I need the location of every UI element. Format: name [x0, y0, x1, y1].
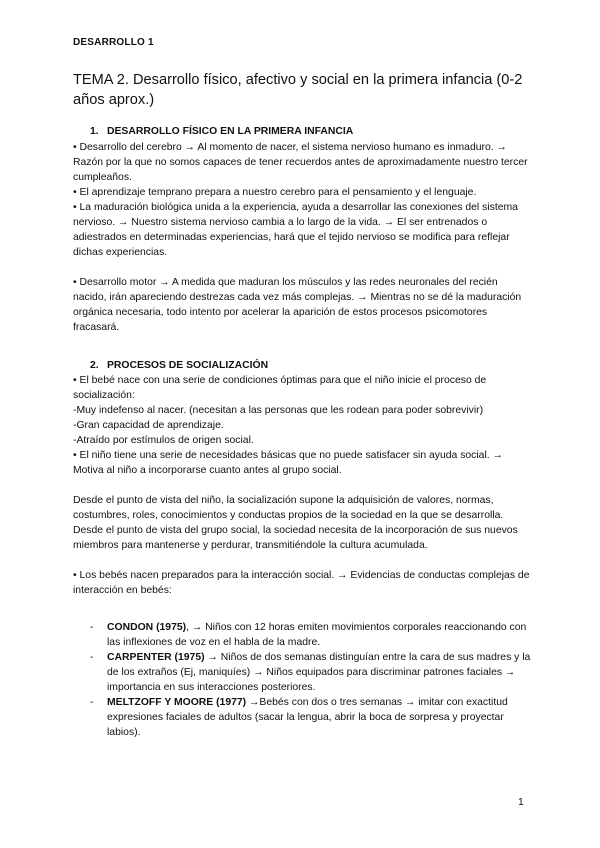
- list-dash: -: [90, 652, 94, 663]
- study-author: CONDON (1975): [107, 622, 187, 633]
- list-dash: -: [90, 697, 94, 708]
- paragraph: Desde el punto de vista del grupo social, la sociedad necesita de la incorporación de sus nuevos miembros para mantenerse y perdurar, transmitiéndole la cultura acumulada.: [73, 525, 518, 551]
- study-text: , → Niños con 12 horas emiten movimientos corporales reaccionando con las inflexiones de voz en el habla de la madre.: [107, 622, 527, 648]
- studies-list: [73, 620, 533, 740]
- paragraph: • Desarrollo motor → A medida que maduran los músculos y las redes neuronales del recién nacido, irán apareciendo destrezas cada vez más complejas. → Mientras no se dé la maduración orgánica necesaria, todo intento por acelerar la aparición de estos procesos psicomotores fracasará.: [73, 277, 522, 333]
- paragraph: Desde el punto de vista del niño, la socialización supone la adquisición de valores, normas, costumbres, roles, conocimientos y conductas propios de la sociedad en la que se desarrolla.: [73, 495, 504, 521]
- running-header: DESARROLLO 1: [73, 37, 154, 48]
- list-item: [73, 650, 533, 695]
- section-1-number: 1.: [90, 126, 99, 137]
- list-dash: -: [90, 622, 94, 633]
- section-2-title: PROCESOS DE SOCIALIZACIÓN: [107, 360, 269, 371]
- section-1-body: [73, 140, 533, 335]
- list-item: [73, 620, 533, 650]
- document-title: TEMA 2. Desarrollo físico, afectivo y social en la primera infancia (0-2 años aprox.): [73, 72, 523, 108]
- paragraph: • Los bebés nacen preparados para la interacción social. → Evidencias de conductas complejas de interacción en bebés:: [73, 570, 530, 596]
- paragraph: • Desarrollo del cerebro → Al momento de nacer, el sistema nervioso humano es inmaduro. → Razón por la que no somos capaces de tener recuerdos antes de aproximadamente nuestro tercer cumpleaños.: [73, 142, 528, 183]
- list-line: -Muy indefenso al nacer. (necesitan a las personas que les rodean para poder sobrevivir): [73, 405, 484, 416]
- paragraph: • La maduración biológica unida a la experiencia, ayuda a desarrollar las conexiones del sistema nervioso. → Nuestro sistema nervioso cambia a lo largo de la vida. → El ser entrenados o adiestrados en determinadas experiencias, hará que el tejido nervioso se modifica para reflejar dichas experiencias.: [73, 202, 518, 258]
- list-item: [73, 695, 533, 740]
- study-text: → Niños de dos semanas distinguían entre la cara de sus madres y la de los extraños (Ej, maniquíes) → Niños equipados para discriminar patrones faciales → importancia en sus interacciones posteriores.: [107, 652, 531, 693]
- paragraph: • El aprendizaje temprano prepara a nuestro cerebro para el pensamiento y el lenguaje.: [73, 187, 477, 198]
- section-1-title: DESARROLLO FÍSICO EN LA PRIMERA INFANCIA: [107, 126, 354, 137]
- paragraph: • El niño tiene una serie de necesidades básicas que no puede satisfacer sin ayuda social. → Motiva al niño a incorporarse cuanto antes al grupo social.: [73, 450, 503, 476]
- study-author: MELTZOFF Y MOORE (1977): [107, 697, 247, 708]
- section-2-body: [73, 373, 533, 598]
- section-2-number: 2.: [90, 360, 99, 371]
- section-2-heading: [90, 360, 268, 371]
- section-1-heading: [90, 126, 353, 137]
- study-author: CARPENTER (1975): [107, 652, 205, 663]
- study-text: →Bebés con dos o tres semanas → imitar con exactitud expresiones faciales de adultos (sacar la lengua, abrir la boca de sorpresa y proyectar labios).: [107, 697, 508, 738]
- list-line: -Atraído por estímulos de origen social.: [73, 435, 254, 446]
- page-number: 1: [518, 797, 524, 808]
- paragraph: • El bebé nace con una serie de condiciones óptimas para que el niño inicie el proceso de socialización:: [73, 375, 487, 401]
- list-line: -Gran capacidad de aprendizaje.: [73, 420, 224, 431]
